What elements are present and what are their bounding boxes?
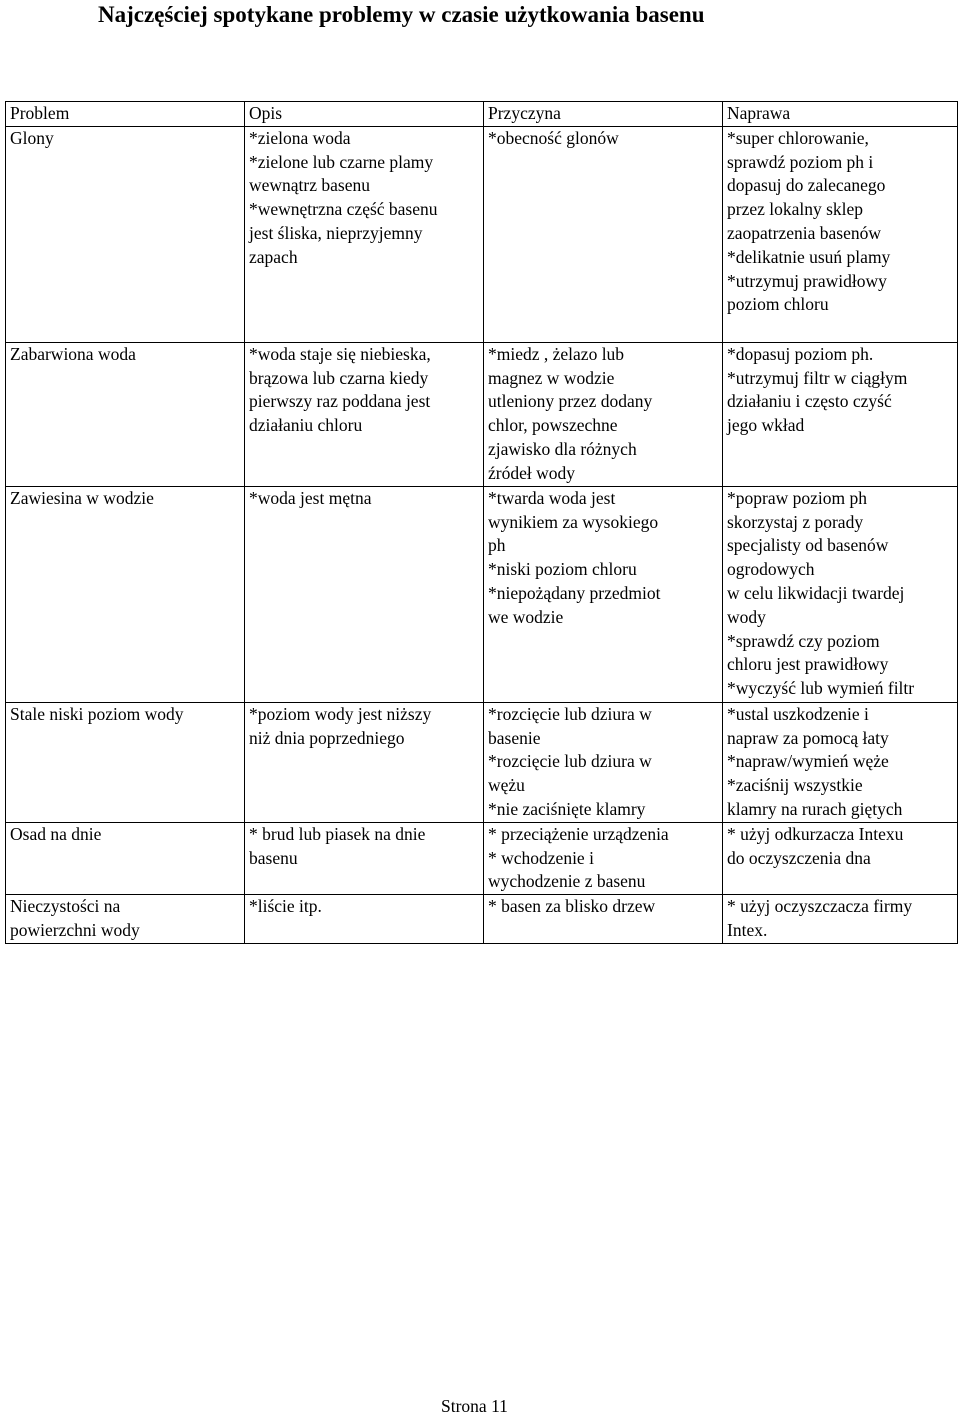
table-row bbox=[6, 822, 958, 894]
cell-line: Zabarwiona woda bbox=[10, 343, 136, 364]
cell-line: * brud lub piasek na dnie bbox=[249, 823, 426, 844]
table-header-row bbox=[6, 102, 958, 127]
cell-line: klamry na rurach giętych bbox=[727, 798, 903, 819]
cell-line: *niepożądany przedmiot bbox=[488, 582, 661, 603]
cell-problem bbox=[6, 126, 245, 342]
cell-line: dopasuj do zalecanego bbox=[727, 175, 886, 196]
cell-line: *rozcięcie lub dziura w bbox=[488, 703, 652, 724]
cell-line: *wewnętrzna część basenu bbox=[249, 199, 438, 220]
table-row bbox=[6, 895, 958, 944]
cell-line: *woda staje się niebieska, bbox=[249, 343, 431, 364]
cell-line: wychodzenie z basenu bbox=[488, 871, 646, 892]
cell-line: chloru jest prawidłowy bbox=[727, 654, 889, 675]
cell-line: Zawiesina w wodzie bbox=[10, 487, 154, 508]
cell-line: jest śliska, nieprzyjemny bbox=[249, 222, 423, 243]
cell-line: niż dnia poprzedniego bbox=[249, 727, 405, 748]
cell-line: *napraw/wymień węże bbox=[727, 751, 889, 772]
cell-opis bbox=[245, 342, 484, 486]
cell-line: *delikatnie usuń plamy bbox=[727, 246, 891, 267]
cell-opis bbox=[245, 895, 484, 944]
page-title: Najczęściej spotykane problemy w czasie użytkowania basenu bbox=[98, 2, 705, 27]
cell-line: basenu bbox=[249, 847, 298, 868]
cell-line: *rozcięcie lub dziura w bbox=[488, 751, 652, 772]
cell-line: specjalisty od basenów bbox=[727, 535, 889, 556]
cell-line: wężu bbox=[488, 775, 525, 796]
cell-problem bbox=[6, 895, 245, 944]
cell-line: *miedz , żelazo lub bbox=[488, 343, 625, 364]
cell-line: brązowa lub czarna kiedy bbox=[249, 367, 429, 388]
cell-przyczyna bbox=[484, 342, 723, 486]
cell-line: *sprawdź czy poziom bbox=[727, 630, 880, 651]
cell-naprawa bbox=[723, 342, 958, 486]
table-row bbox=[6, 342, 958, 486]
cell-line: *ustal uszkodzenie i bbox=[727, 703, 869, 724]
table-row bbox=[6, 702, 958, 822]
cell-opis bbox=[245, 702, 484, 822]
header-przyczyna: Przyczyna bbox=[484, 102, 723, 127]
cell-line: *dopasuj poziom ph. bbox=[727, 343, 874, 364]
cell-line: *super chlorowanie, bbox=[727, 127, 869, 148]
cell-opis bbox=[245, 126, 484, 342]
cell-line: wody bbox=[727, 606, 766, 627]
cell-line: * użyj oczyszczacza firmy bbox=[727, 896, 913, 917]
cell-line: *obecność glonów bbox=[488, 127, 619, 148]
cell-line: *niski poziom chloru bbox=[488, 559, 637, 580]
cell-line: ph bbox=[488, 535, 506, 556]
cell-line: ogrodowych bbox=[727, 559, 815, 580]
cell-line: * basen za blisko drzew bbox=[488, 896, 656, 917]
cell-line: Nieczystości na bbox=[10, 896, 121, 917]
cell-line: * użyj odkurzacza Intexu bbox=[727, 823, 904, 844]
cell-przyczyna bbox=[484, 822, 723, 894]
cell-problem bbox=[6, 486, 245, 702]
cell-line: basenie bbox=[488, 727, 541, 748]
cell-problem bbox=[6, 822, 245, 894]
cell-line: Intex. bbox=[727, 919, 768, 940]
cell-line: Glony bbox=[10, 127, 54, 148]
table-row bbox=[6, 126, 958, 342]
cell-naprawa bbox=[723, 126, 958, 342]
cell-line: wewnątrz basenu bbox=[249, 175, 370, 196]
cell-naprawa bbox=[723, 895, 958, 944]
cell-line: *twarda woda jest bbox=[488, 487, 616, 508]
cell-line: * wchodzenie i bbox=[488, 847, 594, 868]
cell-line: chlor, powszechne bbox=[488, 415, 618, 436]
cell-line: do oczyszczenia dna bbox=[727, 847, 871, 868]
cell-line: pierwszy raz poddana jest bbox=[249, 391, 431, 412]
cell-line: *zielona woda bbox=[249, 127, 351, 148]
cell-line: utleniony przez dodany bbox=[488, 391, 653, 412]
cell-line: *poziom wody jest niższy bbox=[249, 703, 432, 724]
cell-line: wynikiem za wysokiego bbox=[488, 511, 659, 532]
cell-line: *popraw poziom ph bbox=[727, 487, 867, 508]
problems-table bbox=[5, 101, 958, 944]
cell-line: zjawisko dla różnych bbox=[488, 438, 637, 459]
cell-line: powierzchni wody bbox=[10, 919, 140, 940]
cell-naprawa bbox=[723, 702, 958, 822]
cell-opis bbox=[245, 486, 484, 702]
header-opis: Opis bbox=[245, 102, 484, 127]
header-problem: Problem bbox=[6, 102, 245, 127]
cell-line: we wodzie bbox=[488, 606, 564, 627]
cell-line: *woda jest mętna bbox=[249, 487, 372, 508]
cell-line: Osad na dnie bbox=[10, 823, 102, 844]
cell-line: Stale niski poziom wody bbox=[10, 703, 184, 724]
cell-line: * przeciążenie urządzenia bbox=[488, 823, 669, 844]
cell-line: działaniu chloru bbox=[249, 415, 363, 436]
cell-line: *wyczyść lub wymień filtr bbox=[727, 678, 915, 699]
cell-line: zaopatrzenia basenów bbox=[727, 222, 882, 243]
cell-line: *utrzymuj prawidłowy bbox=[727, 270, 887, 291]
cell-line: *liście itp. bbox=[249, 896, 322, 917]
cell-naprawa bbox=[723, 822, 958, 894]
cell-line: *zielone lub czarne plamy bbox=[249, 151, 434, 172]
cell-przyczyna bbox=[484, 702, 723, 822]
cell-line: przez lokalny sklep bbox=[727, 199, 864, 220]
cell-opis bbox=[245, 822, 484, 894]
page-number: Strona 11 bbox=[441, 1396, 508, 1416]
cell-przyczyna bbox=[484, 895, 723, 944]
problems-table-body bbox=[6, 102, 958, 944]
cell-line: w celu likwidacji twardej bbox=[727, 582, 905, 603]
cell-line: zapach bbox=[249, 246, 298, 267]
cell-line: *utrzymuj filtr w ciągłym bbox=[727, 367, 908, 388]
cell-line: poziom chloru bbox=[727, 294, 829, 315]
header-naprawa: Naprawa bbox=[723, 102, 958, 127]
cell-line: magnez w wodzie bbox=[488, 367, 615, 388]
cell-problem bbox=[6, 702, 245, 822]
table-row bbox=[6, 486, 958, 702]
cell-przyczyna bbox=[484, 486, 723, 702]
cell-naprawa bbox=[723, 486, 958, 702]
cell-problem bbox=[6, 342, 245, 486]
cell-line: skorzystaj z porady bbox=[727, 511, 864, 532]
cell-line: sprawdź poziom ph i bbox=[727, 151, 874, 172]
cell-line: jego wkład bbox=[727, 415, 805, 436]
cell-line: napraw za pomocą łaty bbox=[727, 727, 889, 748]
cell-line: *zaciśnij wszystkie bbox=[727, 775, 863, 796]
cell-przyczyna bbox=[484, 126, 723, 342]
cell-line: źródeł wody bbox=[488, 462, 575, 483]
cell-line: *nie zaciśnięte klamry bbox=[488, 798, 646, 819]
cell-line: działaniu i często czyść bbox=[727, 391, 892, 412]
